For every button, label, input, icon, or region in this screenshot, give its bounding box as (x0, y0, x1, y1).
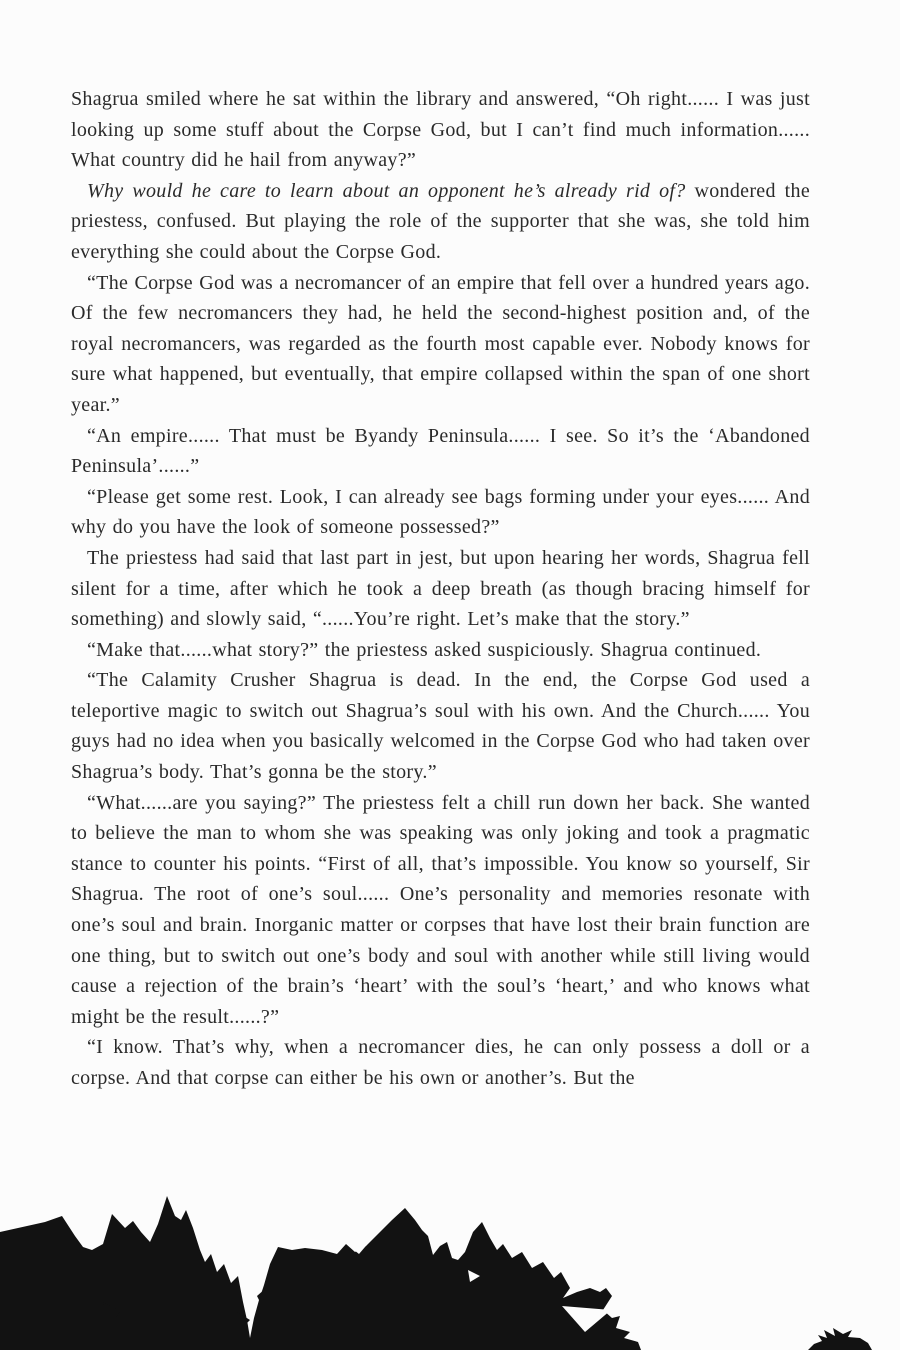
paragraph (71, 543, 810, 635)
text-run: “I know. That’s why, when a necromancer dies, he can only possess a doll or a corpse. And that corpse can either be his own or another’s. But the (71, 1036, 810, 1089)
text-run: “What......are you saying?” The priestess felt a chill run down her back. She wanted to believe the man to whom she was speaking was only joking and took a pragmatic stance to counter his points. “First of all, that’s impossible. You know so yourself, Sir Shagrua. The root of one’s soul...... One’s personality and memories resonate with one’s soul and brain. Inorganic matter or corpses that have lost their brain function are one thing, but to switch out one’s body and soul with another while still living would cause a rejection of the brain’s ‘heart’ with the soul’s ‘heart,’ and who knows what might be the result......?” (71, 791, 810, 1028)
text-run: “The Calamity Crusher Shagrua is dead. In the end, the Corpse God used a teleportive magic to switch out Shagrua’s soul with his own. And the Church...... You guys had no idea when you basically welcomed in the Corpse God who had taken over Shagrua’s body. That’s gonna be the story.” (71, 669, 810, 784)
paragraph (71, 84, 810, 176)
text-run: Shagrua smiled where he sat within the library and answered, “Oh right...... I was just looking up some stuff about the Corpse God, but I can’t find much information...... What country did he hail from anyway?” (71, 88, 810, 172)
ink-silhouette (0, 1196, 872, 1350)
text-run: “Make that......what story?” the priestess asked suspiciously. Shagrua continued. (87, 638, 762, 661)
text-block (71, 84, 810, 1094)
bottom-artwork (0, 1180, 900, 1350)
paragraph (71, 176, 810, 268)
text-run: wondered the priestess, confused. But playing the role of the supporter that she was, she told him everything she could about the Corpse God. (71, 179, 810, 263)
text-run: “An empire...... That must be Byandy Peninsula...... I see. So it’s the ‘Abandoned Peninsula’......” (71, 424, 810, 478)
text-run: “The Corpse God was a necromancer of an empire that fell over a hundred years ago. Of the few necromancers they had, he held the second-highest position and, of the royal necromancers, was regarded as the fourth most capable ever. Nobody knows for sure what happened, but eventually, that empire collapsed within the span of one short year.” (71, 271, 810, 416)
paragraph (71, 665, 810, 787)
italic-text-run: Why would he care to learn about an opponent he’s already rid of? (87, 179, 686, 202)
text-run: “Please get some rest. Look, I can already see bags forming under your eyes...... And why do you have the look of someone possessed?” (71, 485, 810, 539)
paragraph (71, 1032, 810, 1093)
paragraph (71, 788, 810, 1033)
paragraph (71, 635, 810, 666)
paragraph (71, 421, 810, 482)
paragraph (71, 482, 810, 543)
paragraph (71, 268, 810, 421)
ink-shard (808, 1328, 872, 1350)
text-run: The priestess had said that last part in jest, but upon hearing her words, Shagrua fell silent for a time, after which he took a deep breath (as though bracing himself for something) and slowly said, “......You’re right. Let’s make that the story.” (71, 546, 810, 631)
